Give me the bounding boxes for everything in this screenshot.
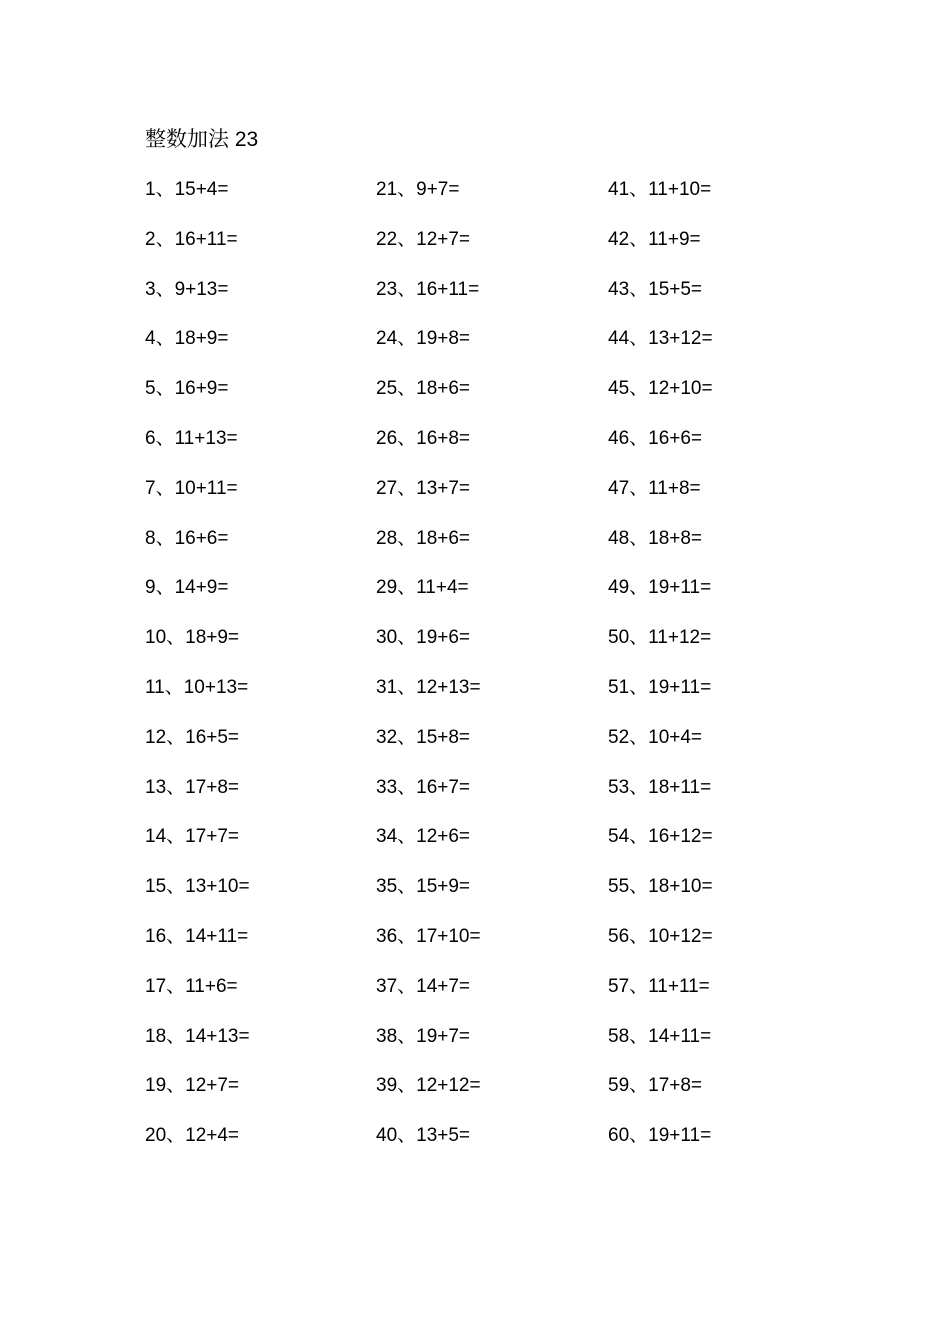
problem-item: 9、14+9=	[145, 577, 229, 599]
problem-item: 12、16+5=	[145, 726, 240, 748]
problem-item: 1、15+4=	[145, 179, 229, 200]
problem-item: 17、11+6=	[145, 975, 238, 997]
problem-item: 45、12+10=	[608, 378, 713, 400]
problem-item: 33、16+7=	[376, 776, 471, 798]
problem-item: 37、14+7=	[376, 975, 471, 997]
problem-item: 15、13+10=	[145, 876, 250, 898]
problem-item: 36、17+10=	[376, 925, 481, 947]
problem-item: 24、19+8=	[376, 328, 471, 350]
problem-item: 38、19+7=	[376, 1025, 471, 1047]
problem-item: 19、12+7=	[145, 1075, 240, 1097]
problem-item: 16、14+11=	[145, 925, 249, 947]
problem-item: 60、19+11=	[608, 1125, 712, 1147]
problem-item: 3、9+13=	[145, 278, 229, 300]
problem-item: 41、11+10=	[608, 179, 712, 200]
problem-item: 28、18+6=	[376, 527, 471, 549]
problem-item: 14、17+7=	[145, 826, 240, 848]
problem-item: 52、10+4=	[608, 726, 703, 748]
problem-item: 6、11+13=	[145, 427, 238, 449]
problem-item: 34、12+6=	[376, 826, 471, 848]
problem-item: 54、16+12=	[608, 826, 713, 848]
problem-item: 23、16+11=	[376, 278, 480, 300]
problem-item: 44、13+12=	[608, 328, 713, 350]
problem-item: 7、10+11=	[145, 477, 238, 499]
problem-item: 50、11+12=	[608, 627, 712, 649]
problem-item: 13、17+8=	[145, 776, 240, 798]
problem-item: 55、18+10=	[608, 876, 713, 898]
problem-item: 56、10+12=	[608, 925, 713, 947]
problem-item: 57、11+11=	[608, 975, 710, 997]
problem-item: 40、13+5=	[376, 1125, 471, 1147]
problem-item: 25、18+6=	[376, 378, 471, 400]
problem-item: 48、18+8=	[608, 527, 703, 549]
problem-column-2	[376, 176, 596, 1172]
problem-item: 29、11+4=	[376, 577, 469, 599]
problem-item: 35、15+9=	[376, 876, 471, 898]
problem-item: 47、11+8=	[608, 477, 701, 499]
worksheet-title: 整数加法 23	[145, 128, 259, 151]
problem-item: 39、12+12=	[376, 1075, 481, 1097]
problem-column-1	[145, 176, 365, 1172]
problem-item: 2、16+11=	[145, 228, 238, 250]
problem-item: 49、19+11=	[608, 577, 712, 599]
problem-item: 58、14+11=	[608, 1025, 712, 1047]
problem-item: 26、16+8=	[376, 427, 471, 449]
problem-item: 46、16+6=	[608, 427, 703, 449]
problem-item: 53、18+11=	[608, 776, 712, 798]
problem-item: 11、10+13=	[145, 676, 249, 698]
problem-item: 30、19+6=	[376, 627, 471, 649]
problem-column-3	[608, 176, 828, 1172]
problem-item: 27、13+7=	[376, 477, 471, 499]
problem-item: 31、12+13=	[376, 676, 481, 698]
problem-item: 21、9+7=	[376, 179, 460, 200]
problem-item: 22、12+7=	[376, 228, 471, 250]
problem-item: 51、19+11=	[608, 676, 712, 698]
problem-item: 10、18+9=	[145, 627, 240, 649]
problem-item: 42、11+9=	[608, 228, 701, 250]
problem-item: 18、14+13=	[145, 1025, 250, 1047]
problem-item: 20、12+4=	[145, 1125, 240, 1147]
problem-item: 43、15+5=	[608, 278, 703, 300]
problem-item: 32、15+8=	[376, 726, 471, 748]
problem-item: 4、18+9=	[145, 328, 229, 350]
problem-item: 5、16+9=	[145, 378, 229, 400]
problem-item: 59、17+8=	[608, 1075, 703, 1097]
problem-item: 8、16+6=	[145, 527, 229, 549]
